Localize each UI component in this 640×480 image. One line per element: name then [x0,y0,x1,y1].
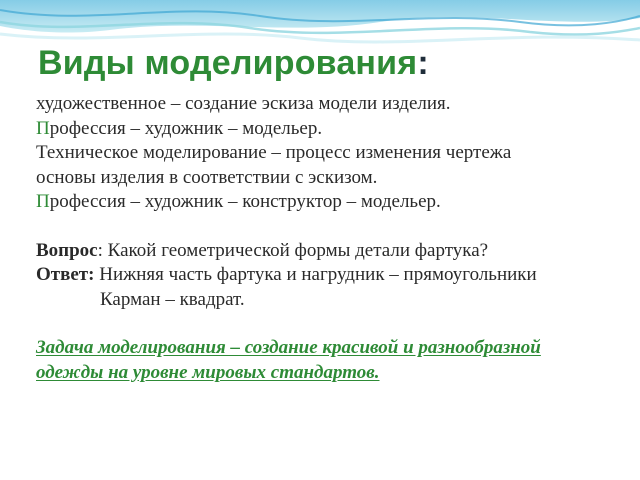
answer-line-2: Карман – квадрат. [100,288,245,310]
line-technical-cont: основы изделия в соответствии с эскизом. [36,166,378,188]
line-profession-2: Профессия – художник – конструктор – модельер. [36,191,441,212]
question-label: Вопрос [36,239,98,261]
answer-label: Ответ: [36,264,95,285]
task-line-2: одежды на уровне мировых стандартов. [36,361,380,383]
slide-title-colon: : [417,44,429,82]
task-line-1: Задача моделирования – создание красивой и разнообразной [36,337,541,358]
spacer [36,312,626,336]
line-profession-1: Профессия – художник – модельер. [36,117,323,139]
line-technical: Техническое моделирование – процесс изменения чертежа [36,142,512,163]
slide-title [38,44,429,83]
question-line [36,239,626,264]
line-artistic: художественное – создание эскиза модели изделия. [36,93,451,114]
question-text: : Какой геометрической формы детали фартука? [97,239,489,261]
answer-text: Нижняя часть фартука и нагрудник – прямоугольники [94,264,537,285]
slide-content [36,92,626,385]
spacer [36,215,626,239]
answer-line [36,263,626,288]
slide-title-text: Виды моделирования [38,44,418,82]
